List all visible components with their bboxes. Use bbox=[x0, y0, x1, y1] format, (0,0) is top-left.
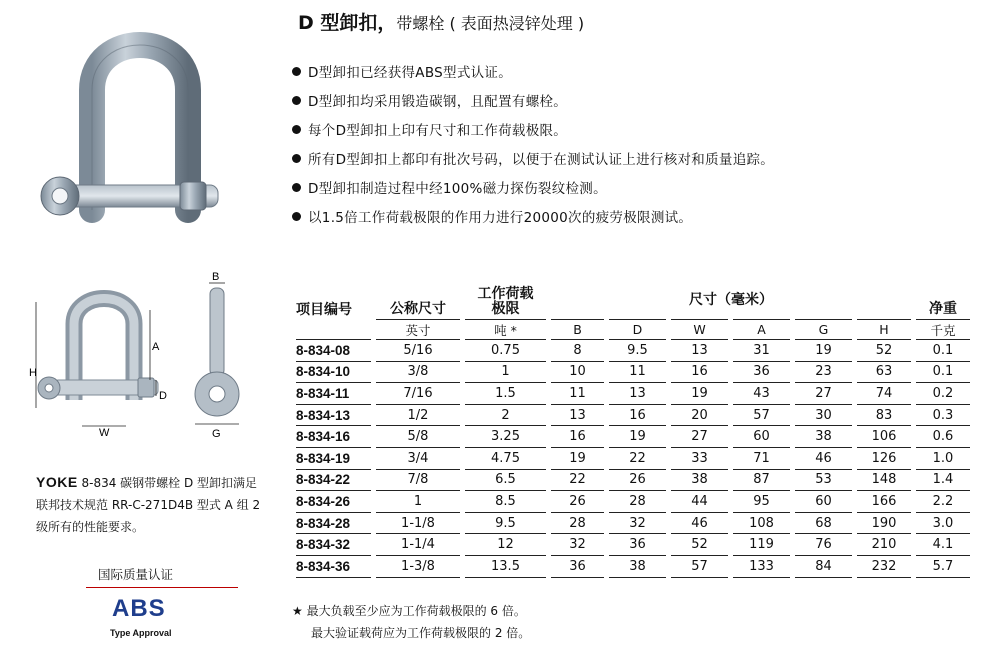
item-code-cell: 8-834-26 bbox=[296, 491, 371, 513]
dim-a-cell: 119 bbox=[733, 534, 790, 556]
dim-d-cell: 22 bbox=[609, 447, 666, 469]
table-row bbox=[296, 534, 970, 556]
nominal-size-cell: 7/16 bbox=[376, 383, 460, 405]
feature-text: D型卸扣制造过程中经100%磁力探伤裂纹检测。 bbox=[308, 181, 607, 197]
working-load-limit-cell: 12 bbox=[465, 534, 546, 556]
dim-w-cell: 57 bbox=[671, 555, 728, 577]
nominal-size-cell: 5/16 bbox=[376, 340, 460, 362]
dim-h-cell: 52 bbox=[857, 340, 911, 362]
nominal-size-cell: 3/4 bbox=[376, 447, 460, 469]
dim-g-cell: 84 bbox=[795, 555, 852, 577]
net-weight-cell: 2.2 bbox=[916, 491, 970, 513]
dim-b-cell: 36 bbox=[551, 555, 604, 577]
dim-g-cell: 23 bbox=[795, 361, 852, 383]
dim-b-cell: 13 bbox=[551, 404, 604, 426]
feature-text: 所有D型卸扣上都印有批次号码，以便于在测试认证上进行核对和质量追踪。 bbox=[308, 152, 775, 168]
dim-w-cell: 20 bbox=[671, 404, 728, 426]
dim-a-cell: 43 bbox=[733, 383, 790, 405]
dim-g-cell: 76 bbox=[795, 534, 852, 556]
dim-g-cell: 46 bbox=[795, 447, 852, 469]
table-notes bbox=[292, 600, 530, 644]
dim-g-cell: 30 bbox=[795, 404, 852, 426]
feature-text: D型卸扣均采用锻造碳钢，且配置有螺栓。 bbox=[308, 94, 568, 110]
bullet-dot-icon bbox=[292, 125, 301, 134]
dim-h-cell: 190 bbox=[857, 512, 911, 534]
working-load-limit-cell: 2 bbox=[465, 404, 546, 426]
dim-d-cell: 19 bbox=[609, 426, 666, 448]
dim-g-cell: 68 bbox=[795, 512, 852, 534]
item-code-cell: 8-834-36 bbox=[296, 555, 371, 577]
dim-h-cell: 106 bbox=[857, 426, 911, 448]
working-load-limit-cell: 13.5 bbox=[465, 555, 546, 577]
dim-d-cell: 32 bbox=[609, 512, 666, 534]
working-load-limit-cell: 9.5 bbox=[465, 512, 546, 534]
spec-table bbox=[296, 283, 970, 578]
note-line-1: ★ 最大负载至少应为工作荷载极限的 6 倍。 bbox=[292, 604, 526, 618]
dim-a-cell: 71 bbox=[733, 447, 790, 469]
item-code-cell: 8-834-32 bbox=[296, 534, 371, 556]
item-code-cell: 8-834-13 bbox=[296, 404, 371, 426]
unit-wll: 吨 * bbox=[465, 320, 546, 340]
title-sub: 带螺栓 ( 表面热浸锌处理 ) bbox=[396, 14, 585, 33]
dim-d-cell: 11 bbox=[609, 361, 666, 383]
net-weight-cell: 0.2 bbox=[916, 383, 970, 405]
working-load-limit-cell: 1 bbox=[465, 361, 546, 383]
table-row bbox=[296, 426, 970, 448]
dim-label-h: H bbox=[29, 367, 37, 379]
dim-b-cell: 32 bbox=[551, 534, 604, 556]
dim-g-cell: 19 bbox=[795, 340, 852, 362]
unit-a: A bbox=[733, 320, 790, 340]
dim-h-cell: 232 bbox=[857, 555, 911, 577]
description-text: 8-834 碳钢带螺栓 D 型卸扣满足联邦技术规范 RR-C-271D4B 型式 A 组 2 级所有的性能要求。 bbox=[36, 476, 261, 534]
dim-b-cell: 11 bbox=[551, 383, 604, 405]
nominal-size-cell: 3/8 bbox=[376, 361, 460, 383]
unit-nominal: 英寸 bbox=[376, 320, 460, 340]
abs-logo-subtitle: Type Approval bbox=[110, 628, 172, 638]
dim-a-cell: 60 bbox=[733, 426, 790, 448]
item-code-cell: 8-834-10 bbox=[296, 361, 371, 383]
item-code-cell: 8-834-08 bbox=[296, 340, 371, 362]
table-row bbox=[296, 404, 970, 426]
dim-b-cell: 8 bbox=[551, 340, 604, 362]
dim-a-cell: 57 bbox=[733, 404, 790, 426]
net-weight-cell: 0.1 bbox=[916, 361, 970, 383]
unit-h: H bbox=[857, 320, 911, 340]
feature-list bbox=[292, 62, 774, 236]
note-line-2: 最大验证载荷应为工作荷载极限的 2 倍。 bbox=[311, 626, 531, 640]
dim-d-cell: 38 bbox=[609, 555, 666, 577]
feature-text: 以1.5倍工作荷载极限的作用力进行20000次的疲劳极限测试。 bbox=[308, 210, 693, 226]
item-code-cell: 8-834-16 bbox=[296, 426, 371, 448]
dim-a-cell: 36 bbox=[733, 361, 790, 383]
bullet-dot-icon bbox=[292, 183, 301, 192]
table-row bbox=[296, 555, 970, 577]
dim-g-cell: 53 bbox=[795, 469, 852, 491]
col-header-nominal: 公称尺寸 bbox=[390, 301, 446, 317]
dim-a-cell: 95 bbox=[733, 491, 790, 513]
dim-label-a: A bbox=[152, 341, 160, 353]
unit-g: G bbox=[795, 320, 852, 340]
dim-b-cell: 19 bbox=[551, 447, 604, 469]
dim-b-cell: 26 bbox=[551, 491, 604, 513]
unit-d: D bbox=[609, 320, 666, 340]
feature-text: 每个D型卸扣上印有尺寸和工作荷载极限。 bbox=[308, 123, 568, 139]
d-shackle-photo-icon bbox=[30, 20, 230, 250]
dim-h-cell: 63 bbox=[857, 361, 911, 383]
brand-name: YOKE bbox=[36, 474, 78, 490]
net-weight-cell: 0.6 bbox=[916, 426, 970, 448]
dim-h-cell: 74 bbox=[857, 383, 911, 405]
dim-label-d: D bbox=[159, 390, 167, 402]
col-header-wll-line2: 极限 bbox=[491, 301, 520, 317]
table-row bbox=[296, 340, 970, 362]
working-load-limit-cell: 4.75 bbox=[465, 447, 546, 469]
item-code-cell: 8-834-28 bbox=[296, 512, 371, 534]
dim-a-cell: 133 bbox=[733, 555, 790, 577]
feature-item bbox=[292, 62, 774, 91]
dim-w-cell: 13 bbox=[671, 340, 728, 362]
dim-d-cell: 26 bbox=[609, 469, 666, 491]
nominal-size-cell: 1-1/8 bbox=[376, 512, 460, 534]
net-weight-cell: 4.1 bbox=[916, 534, 970, 556]
col-header-wll bbox=[465, 283, 546, 320]
feature-item bbox=[292, 178, 774, 207]
net-weight-cell: 1.4 bbox=[916, 469, 970, 491]
dim-label-b: B bbox=[212, 272, 220, 283]
dim-h-cell: 166 bbox=[857, 491, 911, 513]
item-code-cell: 8-834-11 bbox=[296, 383, 371, 405]
abs-logo: ABS bbox=[112, 595, 166, 622]
table-row bbox=[296, 491, 970, 513]
dim-w-cell: 19 bbox=[671, 383, 728, 405]
dim-h-cell: 148 bbox=[857, 469, 911, 491]
dim-b-cell: 28 bbox=[551, 512, 604, 534]
dim-b-cell: 10 bbox=[551, 361, 604, 383]
product-description bbox=[36, 471, 264, 538]
dim-h-cell: 126 bbox=[857, 447, 911, 469]
net-weight-cell: 0.3 bbox=[916, 404, 970, 426]
unit-w: W bbox=[671, 320, 728, 340]
dim-d-cell: 16 bbox=[609, 404, 666, 426]
dim-h-cell: 83 bbox=[857, 404, 911, 426]
working-load-limit-cell: 8.5 bbox=[465, 491, 546, 513]
col-header-dims: 尺寸（毫米） bbox=[689, 291, 773, 308]
dim-label-w: W bbox=[99, 427, 110, 439]
working-load-limit-cell: 0.75 bbox=[465, 340, 546, 362]
table-row bbox=[296, 383, 970, 405]
feature-item bbox=[292, 149, 774, 178]
net-weight-cell: 0.1 bbox=[916, 340, 970, 362]
front-view bbox=[38, 299, 158, 401]
dim-d-cell: 28 bbox=[609, 491, 666, 513]
col-header-weight: 净重 bbox=[929, 301, 957, 317]
feature-item bbox=[292, 207, 774, 236]
dim-a-cell: 31 bbox=[733, 340, 790, 362]
dimension-diagram bbox=[26, 272, 262, 442]
dim-b-cell: 16 bbox=[551, 426, 604, 448]
dim-b-cell: 22 bbox=[551, 469, 604, 491]
net-weight-cell: 3.0 bbox=[916, 512, 970, 534]
col-header-wll-line1: 工作荷载 bbox=[477, 286, 534, 302]
dim-d-cell: 13 bbox=[609, 383, 666, 405]
bullet-dot-icon bbox=[292, 96, 301, 105]
working-load-limit-cell: 1.5 bbox=[465, 383, 546, 405]
working-load-limit-cell: 3.25 bbox=[465, 426, 546, 448]
nominal-size-cell: 1-1/4 bbox=[376, 534, 460, 556]
feature-text: D型卸扣已经获得ABS型式认证。 bbox=[308, 65, 513, 81]
title-main: D 型卸扣， bbox=[298, 12, 397, 34]
net-weight-cell: 5.7 bbox=[916, 555, 970, 577]
bullet-dot-icon bbox=[292, 154, 301, 163]
dim-d-cell: 36 bbox=[609, 534, 666, 556]
dim-g-cell: 60 bbox=[795, 491, 852, 513]
page-title bbox=[298, 8, 584, 35]
dim-w-cell: 44 bbox=[671, 491, 728, 513]
dim-h-cell: 210 bbox=[857, 534, 911, 556]
dim-w-cell: 16 bbox=[671, 361, 728, 383]
unit-b: B bbox=[551, 320, 604, 340]
dim-d-cell: 9.5 bbox=[609, 340, 666, 362]
dim-w-cell: 52 bbox=[671, 534, 728, 556]
table-row bbox=[296, 469, 970, 491]
bullet-dot-icon bbox=[292, 67, 301, 76]
working-load-limit-cell: 6.5 bbox=[465, 469, 546, 491]
certification-label: 国际质量认证 bbox=[98, 567, 174, 582]
nominal-size-cell: 5/8 bbox=[376, 426, 460, 448]
dim-w-cell: 46 bbox=[671, 512, 728, 534]
nominal-size-cell: 1-3/8 bbox=[376, 555, 460, 577]
col-header-item: 项目编号 bbox=[296, 301, 352, 318]
unit-weight: 千克 bbox=[916, 320, 970, 340]
nominal-size-cell: 1/2 bbox=[376, 404, 460, 426]
item-code-cell: 8-834-22 bbox=[296, 469, 371, 491]
side-view bbox=[195, 288, 239, 416]
item-code-cell: 8-834-19 bbox=[296, 447, 371, 469]
dim-g-cell: 27 bbox=[795, 383, 852, 405]
dim-a-cell: 87 bbox=[733, 469, 790, 491]
table-row bbox=[296, 447, 970, 469]
dim-a-cell: 108 bbox=[733, 512, 790, 534]
table-row bbox=[296, 361, 970, 383]
dim-g-cell: 38 bbox=[795, 426, 852, 448]
bullet-dot-icon bbox=[292, 212, 301, 221]
feature-item bbox=[292, 91, 774, 120]
net-weight-cell: 1.0 bbox=[916, 447, 970, 469]
dim-w-cell: 38 bbox=[671, 469, 728, 491]
dim-w-cell: 33 bbox=[671, 447, 728, 469]
nominal-size-cell: 7/8 bbox=[376, 469, 460, 491]
feature-item bbox=[292, 120, 774, 149]
dim-w-cell: 27 bbox=[671, 426, 728, 448]
certification-divider bbox=[86, 587, 238, 588]
table-row bbox=[296, 512, 970, 534]
nominal-size-cell: 1 bbox=[376, 491, 460, 513]
dim-label-g: G bbox=[212, 428, 221, 440]
